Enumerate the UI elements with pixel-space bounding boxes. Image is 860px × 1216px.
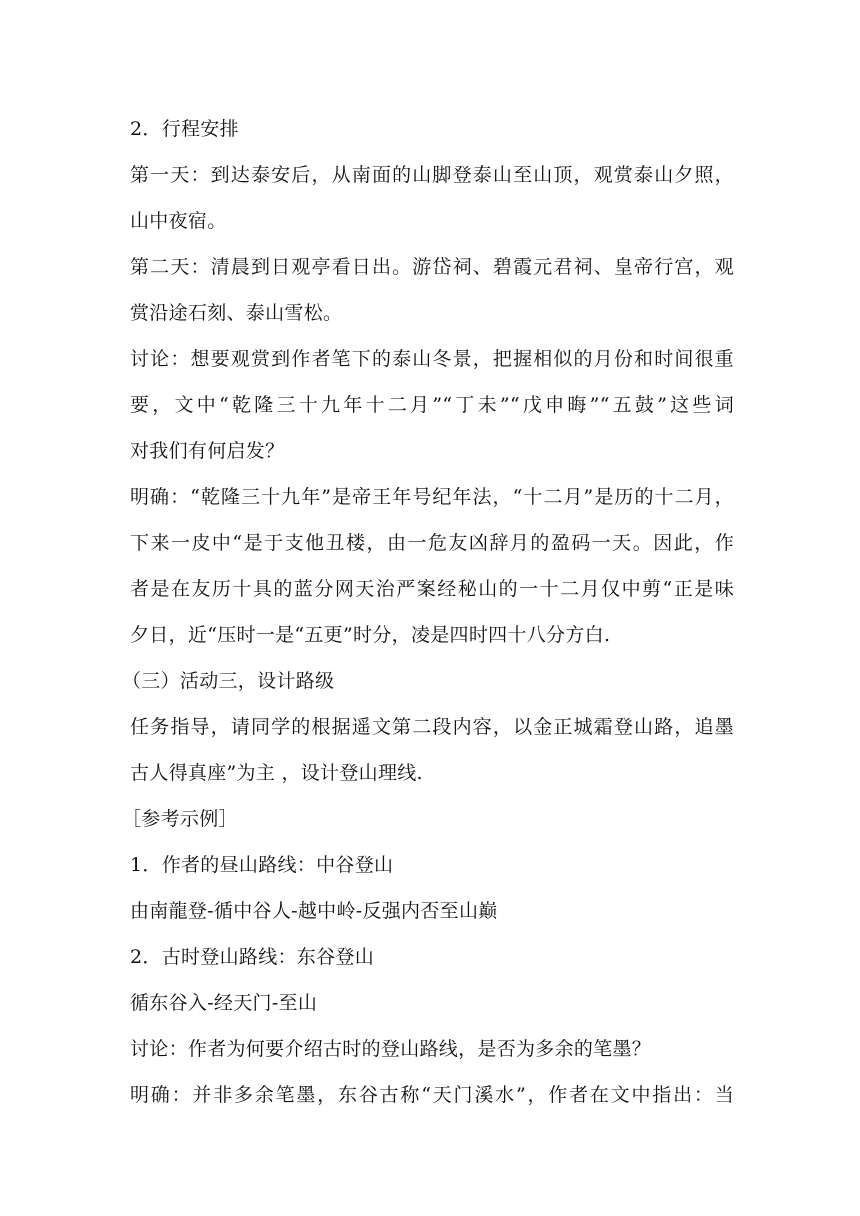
paragraph-line: 者是在友历十具的蓝分网天治严案经秘山的一十二月仅中剪“正是味 [130, 578, 734, 600]
paragraph-line: 明确：“乾隆三十九年”是帝王年号纪年法，“十二月”是历的十二月， [130, 486, 734, 508]
paragraph-line: 赏沿途石刻、泰山雪松。 [130, 302, 343, 324]
paragraph-line: 夕日，近“压时一是“五更”时分，凌是四时四十八分方白. [130, 624, 611, 646]
paragraph-line: 第一天：到达泰安后，从南面的山脚登泰山至山顶，观赏泰山夕照， [130, 164, 734, 186]
route-description-1: 由南龍登-循中谷人-越中岭-反强内否至山巅 [130, 900, 498, 922]
paragraph-line: 对我们有何启发？ [130, 440, 285, 462]
route-heading-2: 2．古时登山路线：东谷登山 [130, 946, 374, 968]
route-description-2: 循东谷入-经天门-至山 [130, 992, 318, 1014]
route-heading-1: 1．作者的昼山路线：中谷登山 [130, 854, 394, 876]
section-heading-itinerary: 2．行程安排 [130, 118, 239, 140]
paragraph-line: 山中夜宿。 [130, 210, 227, 232]
reference-example-heading: ［参考示例］ [122, 808, 238, 830]
section-heading-activity-three: （三）活动三，设计路级 [122, 670, 335, 692]
paragraph-line: 古人得真座”为主 ，设计登山理线. [130, 762, 423, 784]
discussion-question: 讨论：作者为何要介绍古时的登山路线，是否为多余的笔墨？ [130, 1038, 652, 1060]
paragraph-line: 明确：并非多余笔墨，东谷古称“天门溪水”，作者在文中指出：当 [130, 1084, 734, 1106]
paragraph-line: 下来一皮中“是于支他丑楼，由一危友凶辞月的盈码一天。因此，作 [130, 532, 734, 554]
paragraph-line: 要，文中“乾隆三十九年十二月”“丁未”“戊申晦”“五鼓”这些词 [130, 394, 734, 416]
paragraph-line: 第二天：清晨到日观亭看日出。游岱祠、碧霞元君祠、皇帝行宫，观 [130, 256, 734, 278]
paragraph-line: 任务指导，请同学的根据遥文第二段内容，以金正城霜登山路，追墨 [130, 716, 734, 738]
paragraph-line: 讨论：想要观赏到作者笔下的泰山冬景，把握相似的月份和时间很重 [130, 348, 734, 370]
